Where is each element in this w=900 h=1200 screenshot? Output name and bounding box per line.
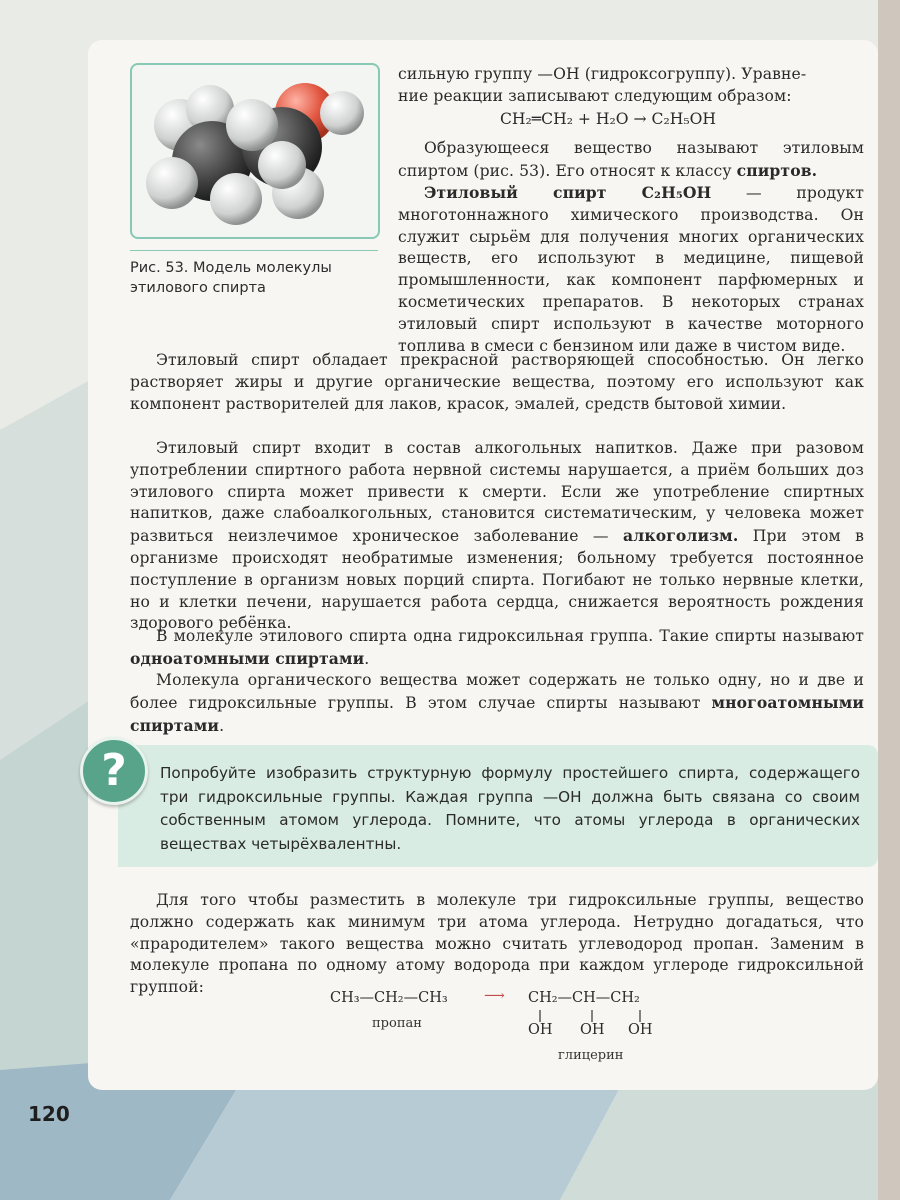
paragraph-solvent bbox=[130, 350, 864, 415]
text-span: Образующееся вещество называют этиловым спиртом (рис. 53). Его относят к классу bbox=[398, 139, 864, 180]
text-span: Для того чтобы разместить в молекуле три гидроксильные группы, вещество должно содержать как минимум три атома углерода. Нетрудно догадаться, что «прародителем» такого вещества можно считать углеводород пропан. Заменим в молекуле пропана по одному атому водорода при каждом углероде гидроксильной группой: bbox=[130, 891, 864, 997]
text-span: — продукт многотоннажного химического производства. Он служит сырьём для получения многих органических веществ, его используют в медицине, пищевой промышленности, как компонент парфюмерных и косметических препаратов. В некоторых странах этиловый спирт используют в качестве моторного топлива в смеси с бензином или даже в чистом виде. bbox=[398, 184, 864, 355]
question-text: Попробуйте изобразить структурную формулу простейшего спирта, содержащего три гидроксильные группы. Каждая группа —OH должна быть связана со своим собственным атомом углерода. Помните, что атомы углерода в органических веществах четырёхвалентны. bbox=[160, 764, 860, 853]
caption-line: этилового спирта bbox=[130, 280, 266, 296]
paragraph-alcoholism bbox=[130, 438, 864, 635]
text-span: В молекуле этилового спирта одна гидроксильная группа. Такие спирты называют bbox=[156, 627, 864, 645]
propane-label: пропан bbox=[372, 1016, 422, 1031]
paragraph-glycerol bbox=[130, 890, 864, 999]
arrow-icon: ⟶ bbox=[484, 988, 505, 1004]
paragraph-intro bbox=[398, 64, 864, 108]
paragraph-monohydric: В молекуле этилового спирта одна гидроксильная группа. Такие спирты называют одноатомными спиртами. bbox=[130, 627, 864, 668]
text-span: Этиловый спирт входит в состав алкогольных напитков. Даже при разовом употреблении спиртного работа нервной системы нарушается, а приём больших доз этилового спирта может привести к смерти. Если же употребление спиртных напитков, даже слабоалкогольных, становится систематическим, у человека может развиться неизлечимое хроническое заболевание — bbox=[130, 439, 864, 546]
reaction-equation: CH₂═CH₂ + H₂O → C₂H₅OH bbox=[500, 110, 716, 128]
glycerol-label: глицерин bbox=[558, 1048, 624, 1063]
term-alcoholism: алкоголизм. bbox=[623, 526, 739, 546]
term-monohydric: одноатомными спиртами bbox=[130, 648, 365, 668]
propane-formula: CH₃—CH₂—CH₃ bbox=[330, 990, 448, 1006]
paragraph-polyhydric: Молекула органического вещества может содержать не только одну, но и две и более гидроксильные группы. В этом случае спирты называют многоатомными спиртами. bbox=[130, 671, 865, 735]
term-ethanol: Этиловый спирт C₂H₅OH bbox=[424, 183, 712, 202]
hydroxyl-3: OH bbox=[628, 1022, 653, 1038]
text-line: сильную группу —OH (гидроксогруппу). Уравне- bbox=[398, 65, 807, 83]
hydroxyl-1: OH bbox=[528, 1022, 553, 1038]
paragraph-ethanol-intro bbox=[398, 138, 864, 183]
text-span: Молекула органического вещества может содержать не только одну, но и две и более гидроксильные группы. В этом случае спирты называют bbox=[130, 671, 864, 712]
caption-line: Рис. 53. Модель молекулы bbox=[130, 260, 332, 276]
term-polyhydric: многоатомными спиртами bbox=[130, 692, 865, 735]
text-line: ние реакции записывают следующим образом: bbox=[398, 86, 792, 105]
question-mark-icon: ? bbox=[80, 737, 148, 805]
paragraph-ethanol-production bbox=[130, 182, 864, 357]
text-span: При этом в организме происходят необратимые изменения; больному требуется постоянное поступление в организм новых порций спирта. Погибают не только нервные клетки, но и клетки печени, нарушается работа сердца, снижается вероятность рождения здорового ребёнка. bbox=[130, 527, 864, 633]
text-span: Этиловый спирт обладает прекрасной растворяющей способностью. Он легко растворяет жиры и другие органические вещества, поэтому его используют как компонент растворителей для лаков, красок, эмалей, средств бытовой химии. bbox=[130, 351, 864, 413]
page-number: 120 bbox=[28, 1102, 70, 1126]
term-alcohols: спиртов. bbox=[736, 160, 818, 180]
glycerol-formula: CH₂—CH—CH₂ bbox=[528, 990, 640, 1006]
hydroxyl-2: OH bbox=[580, 1022, 605, 1038]
